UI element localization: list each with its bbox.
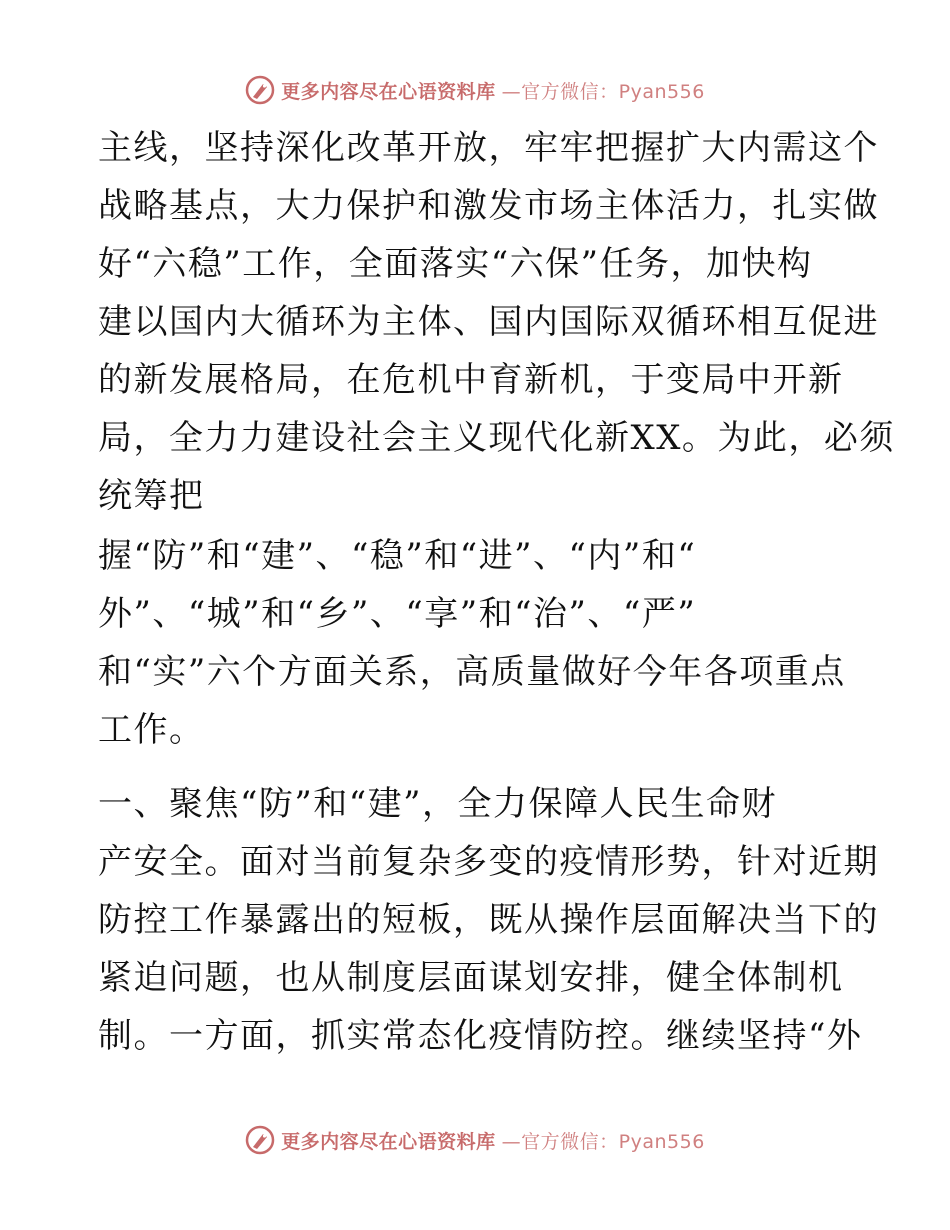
- text-line: 外”、“城”和“乡”、“享”和“治”、“严”: [98, 594, 697, 634]
- text-line: 战略基点，大力保护和激发市场主体活力，扎实做: [98, 186, 879, 226]
- watermark-contact: —官方微信：Pyan556: [501, 1130, 705, 1153]
- text-line: 制。一方面，抓实常态化疫情防控。继续坚持“外: [98, 1016, 863, 1056]
- section-heading-line: 一、聚焦“防”和“建”，全力保障人民生命财: [98, 784, 778, 824]
- pen-nib-circle-icon: [245, 1125, 275, 1155]
- text-line: 产安全。面对当前复杂多变的疫情形势，针对近期: [98, 842, 879, 882]
- text-line: 的新发展格局，在危机中育新机，于变局中开新: [98, 360, 844, 400]
- watermark-brand: 更多内容尽在心语资料库: [281, 1130, 496, 1153]
- text-line: 紧迫问题，也从制度层面谋划安排，健全体制机: [98, 958, 844, 998]
- text-line: 统筹把: [98, 476, 205, 516]
- text-line: 工作。: [98, 710, 205, 750]
- text-line: 握“防”和“建”、“稳”和“进”、“内”和“: [98, 536, 697, 576]
- pen-nib-circle-icon: [245, 75, 275, 105]
- text-line: 主线，坚持深化改革开放，牢牢把握扩大内需这个: [98, 128, 879, 168]
- watermark-brand: 更多内容尽在心语资料库: [281, 80, 496, 103]
- text-line: 建以国内大循环为主体、国内国际双循环相互促进: [98, 302, 879, 342]
- watermark-contact: —官方微信：Pyan556: [501, 80, 705, 103]
- text-line: 局，全力力建设社会主义现代化新XX。为此，必须: [98, 418, 895, 458]
- text-line: 防控工作暴露出的短板，既从操作层面解决当下的: [98, 900, 879, 940]
- footer-watermark: [0, 1120, 950, 1160]
- text-line: 和“实”六个方面关系，高质量做好今年各项重点: [98, 652, 846, 692]
- header-watermark: [0, 70, 950, 110]
- text-line: 好“六稳”工作，全面落实“六保”任务，加快构: [98, 244, 813, 284]
